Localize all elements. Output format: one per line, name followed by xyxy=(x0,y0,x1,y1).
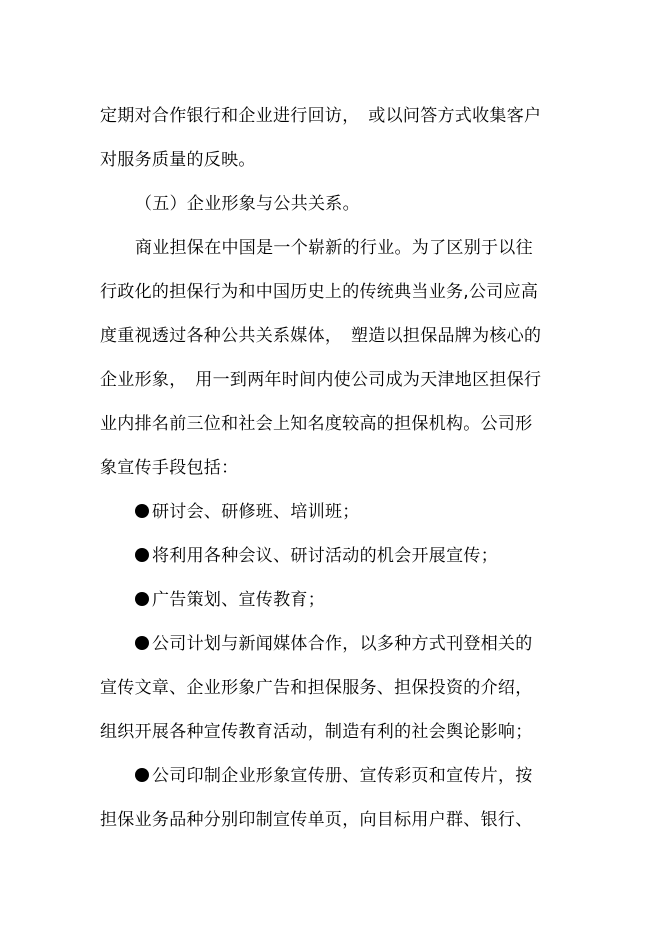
paragraph-line: 企业形象， 用一到两年时间内使公司成为天津地区担保行 xyxy=(100,370,542,390)
paragraph-line: 业内排名前三位和社会上知名度较高的担保机构。公司形 xyxy=(100,414,533,434)
bullet-continuation: 担保业务品种分别印制宣传单页，向目标用户群、银行、 xyxy=(100,810,533,830)
bullet-dot-icon xyxy=(135,636,149,650)
bullet-item xyxy=(135,588,325,612)
paragraph-line: 定期对合作银行和企业进行回访， 或以问答方式收集客户 xyxy=(100,106,542,126)
bullet-text: 公司印制企业形象宣传册、宣传彩页和宣传片，按 xyxy=(152,766,533,786)
bullet-dot-icon xyxy=(135,504,149,518)
paragraph-line: 商业担保在中国是一个崭新的行业。为了区别于以往 xyxy=(135,238,533,258)
bullet-dot-icon xyxy=(135,592,149,606)
paragraph-line: 度重视透过各种公共关系媒体， 塑造以担保品牌为核心的 xyxy=(100,326,542,346)
paragraph-line: 行政化的担保行为和中国历史上的传统典当业务,公司应高 xyxy=(100,282,539,302)
bullet-continuation: 宣传文章、企业形象广告和担保服务、担保投资的介绍， xyxy=(100,678,533,698)
section-heading: （五）企业形象与公共关系。 xyxy=(135,194,360,214)
bullet-text: 公司计划与新闻媒体合作，以多种方式刊登相关的 xyxy=(152,634,533,654)
bullet-dot-icon xyxy=(135,768,149,782)
bullet-item xyxy=(135,764,533,788)
bullet-text: 研讨会、研修班、培训班； xyxy=(152,502,360,522)
bullet-item xyxy=(135,544,498,568)
bullet-text: 将利用各种会议、研讨活动的机会开展宣传； xyxy=(152,546,498,566)
bullet-item xyxy=(135,632,533,656)
bullet-continuation: 组织开展各种宣传教育活动，制造有利的社会舆论影响； xyxy=(100,722,533,742)
bullet-dot-icon xyxy=(135,548,149,562)
bullet-text: 广告策划、宣传教育； xyxy=(152,590,325,610)
bullet-item xyxy=(135,500,360,524)
paragraph-line: 象宣传手段包括： xyxy=(100,458,239,478)
paragraph-line: 对服务质量的反映。 xyxy=(100,150,256,170)
